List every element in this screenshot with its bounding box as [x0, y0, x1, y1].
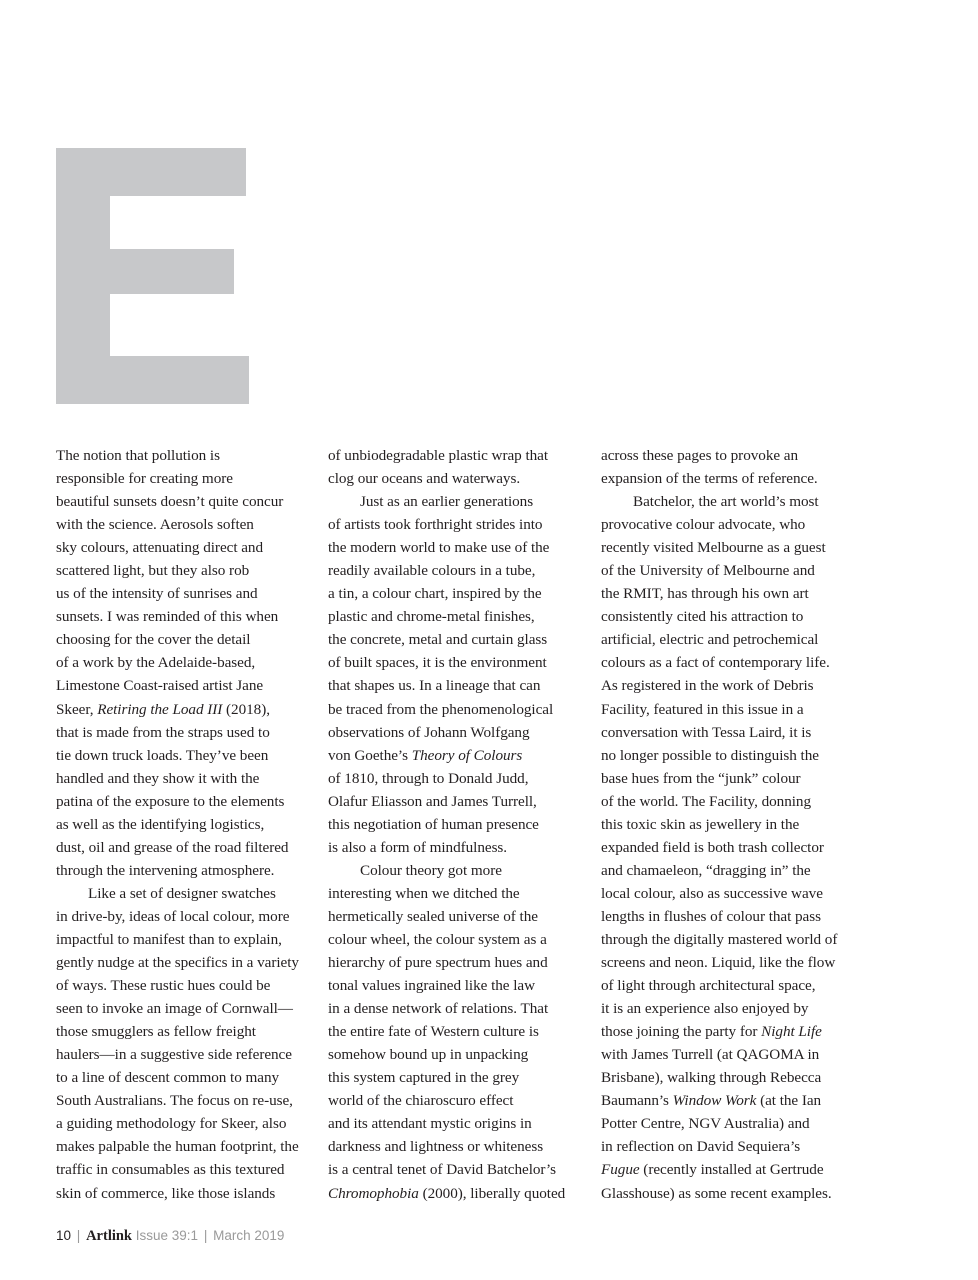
- text-run: Glasshouse) as some recent examples.: [601, 1184, 832, 1202]
- text-run: hermetically sealed universe of the: [328, 907, 538, 925]
- text-line: [56, 490, 318, 513]
- text-run: through the intervening atmosphere.: [56, 861, 275, 879]
- text-run: of unbiodegradable plastic wrap that: [328, 447, 549, 464]
- text-run: of artists took forthright strides into: [328, 516, 543, 534]
- text-run: beautiful sunsets doesn’t quite concur: [56, 493, 284, 511]
- text-run: sunsets. I was reminded of this when: [56, 608, 279, 626]
- text-line: [56, 744, 318, 767]
- text-line: [328, 536, 590, 559]
- text-line: [328, 813, 590, 836]
- text-run: consistently cited his attraction to: [601, 608, 804, 626]
- text-run: expansion of the terms of reference.: [601, 470, 818, 488]
- text-line: [328, 1043, 590, 1066]
- italic-title: Retiring the Load III: [97, 700, 223, 718]
- text-line: [56, 997, 318, 1020]
- text-run: clog our oceans and waterways.: [328, 470, 521, 488]
- text-run: haulers—in a suggestive side reference: [56, 1046, 292, 1064]
- text-line: [601, 513, 881, 536]
- text-line: [601, 790, 881, 813]
- text-run: be traced from the phenomenological: [328, 700, 554, 718]
- text-line: [601, 559, 881, 582]
- text-line: [328, 1112, 590, 1135]
- text-line: [56, 859, 318, 882]
- text-column-1: [56, 444, 318, 1205]
- text-line: [56, 882, 318, 905]
- text-run: with the science. Aerosols soften: [56, 516, 254, 534]
- text-line: [601, 490, 881, 513]
- text-line: [56, 813, 318, 836]
- text-line: [56, 905, 318, 928]
- text-line: [328, 767, 590, 790]
- text-line: [328, 1020, 590, 1043]
- text-run: the concrete, metal and curtain glass: [328, 631, 548, 649]
- text-run: lengths in flushes of colour that pass: [601, 907, 821, 925]
- text-run: no longer possible to distinguish the: [601, 746, 819, 764]
- text-line: [328, 444, 590, 467]
- text-line: [328, 559, 590, 582]
- text-line: [56, 1020, 318, 1043]
- text-run: across these pages to provoke an: [601, 447, 799, 464]
- text-run: of built spaces, it is the environment: [328, 654, 547, 672]
- text-run: as well as the identifying logistics,: [56, 815, 265, 833]
- text-line: [328, 836, 590, 859]
- text-run: Skeer,: [56, 700, 98, 718]
- text-run: impactful to manifest than to explain,: [56, 930, 282, 948]
- text-run: in a dense network of relations. That: [328, 1000, 549, 1018]
- text-run: a guiding methodology for Skeer, also: [56, 1115, 287, 1133]
- text-run: Facility, featured in this issue in a: [601, 700, 804, 718]
- text-run: conversation with Tessa Laird, it is: [601, 723, 812, 741]
- text-run: provocative colour advocate, who: [601, 516, 806, 534]
- text-line: [56, 674, 318, 697]
- italic-title: Night Life: [761, 1023, 822, 1041]
- text-line: [328, 628, 590, 651]
- text-run: a tin, a colour chart, inspired by the: [328, 585, 542, 603]
- text-run: (recently installed at Gertrude: [639, 1161, 824, 1179]
- italic-title: Theory of Colours: [411, 746, 523, 764]
- text-run: hierarchy of pure spectrum hues and: [328, 954, 548, 972]
- text-line: [56, 836, 318, 859]
- text-line: [601, 744, 881, 767]
- text-line: [328, 974, 590, 997]
- text-run: responsible for creating more: [56, 470, 233, 488]
- text-line: [601, 997, 881, 1020]
- text-line: [601, 467, 881, 490]
- text-line: [56, 1135, 318, 1158]
- text-line: [328, 1089, 590, 1112]
- text-line: [601, 1182, 881, 1205]
- text-line: [601, 698, 881, 721]
- publication-name: Artlink: [86, 1228, 132, 1244]
- drop-cap-e-shape: [56, 148, 249, 404]
- text-run: and its attendant mystic origins in: [328, 1115, 532, 1133]
- text-run: patina of the exposure to the elements: [56, 792, 285, 810]
- text-line: [56, 559, 318, 582]
- text-line: [56, 1112, 318, 1135]
- text-line: [601, 951, 881, 974]
- text-run: choosing for the cover the detail: [56, 631, 251, 649]
- text-line: [328, 859, 590, 882]
- text-line: [601, 859, 881, 882]
- text-line: [601, 721, 881, 744]
- text-run: Baumann’s: [601, 1092, 673, 1110]
- text-run: Colour theory got more: [360, 861, 502, 879]
- text-run: (2000), liberally quoted: [418, 1184, 566, 1202]
- text-run: (at the Ian: [756, 1092, 822, 1110]
- text-line: [328, 651, 590, 674]
- text-line: [328, 744, 590, 767]
- text-run: Potter Centre, NGV Australia) and: [601, 1115, 810, 1133]
- text-line: [328, 513, 590, 536]
- text-run: that is made from the straps used to: [56, 723, 270, 741]
- text-run: darkness and lightness or whiteness: [328, 1138, 544, 1156]
- text-line: [328, 790, 590, 813]
- text-line: [601, 836, 881, 859]
- text-run: the entire fate of Western culture is: [328, 1023, 539, 1041]
- text-line: [56, 467, 318, 490]
- text-line: [601, 582, 881, 605]
- text-run: the modern world to make use of the: [328, 539, 550, 557]
- text-line: [601, 1089, 881, 1112]
- text-line: [56, 698, 318, 721]
- text-line: [56, 767, 318, 790]
- text-run: it is an experience also enjoyed by: [601, 1000, 809, 1018]
- page-number: 10: [56, 1228, 72, 1243]
- text-run: with James Turrell (at QAGOMA in: [601, 1046, 820, 1064]
- text-run: that shapes us. In a lineage that can: [328, 677, 541, 695]
- text-run: in reflection on David Sequiera’s: [601, 1138, 801, 1156]
- text-run: in drive-by, ideas of local colour, more: [56, 907, 290, 925]
- text-run: Brisbane), walking through Rebecca: [601, 1069, 822, 1087]
- text-run: Batchelor, the art world’s most: [633, 493, 819, 511]
- text-line: [56, 974, 318, 997]
- text-line: [56, 513, 318, 536]
- text-run: plastic and chrome-metal finishes,: [328, 608, 535, 626]
- page-footer: [56, 1228, 284, 1245]
- footer-separator: |: [76, 1228, 81, 1243]
- text-run: As registered in the work of Debris: [601, 677, 814, 695]
- text-run: The notion that pollution is: [56, 447, 220, 464]
- text-column-3: [601, 444, 881, 1205]
- text-line: [328, 582, 590, 605]
- text-line: [601, 1020, 881, 1043]
- text-line: [56, 444, 318, 467]
- text-run: the RMIT, has through his own art: [601, 585, 809, 603]
- text-line: [56, 721, 318, 744]
- text-line: [328, 1158, 590, 1181]
- text-line: [56, 605, 318, 628]
- text-line: [601, 444, 881, 467]
- italic-title: Fugue: [601, 1161, 640, 1179]
- text-run: of a work by the Adelaide-based,: [56, 654, 256, 672]
- text-line: [601, 628, 881, 651]
- text-run: scattered light, but they also rob: [56, 562, 250, 580]
- text-line: [328, 698, 590, 721]
- text-line: [601, 1043, 881, 1066]
- text-run: us of the intensity of sunrises and: [56, 585, 258, 603]
- footer-separator: |: [203, 1228, 208, 1243]
- text-run: skin of commerce, like those islands: [56, 1184, 276, 1202]
- text-line: [56, 628, 318, 651]
- text-line: [328, 997, 590, 1020]
- text-column-2: [328, 444, 590, 1205]
- text-run: and chamaeleon, “dragging in” the: [601, 861, 811, 879]
- text-line: [56, 1158, 318, 1181]
- text-run: interesting when we ditched the: [328, 884, 520, 902]
- text-line: [56, 1089, 318, 1112]
- text-run: (2018),: [222, 700, 270, 718]
- text-line: [601, 928, 881, 951]
- text-line: [328, 1182, 590, 1205]
- text-run: tie down truck loads. They’ve been: [56, 746, 269, 764]
- text-run: screens and neon. Liquid, like the flow: [601, 954, 836, 972]
- text-line: [328, 605, 590, 628]
- text-run: those joining the party for: [601, 1023, 762, 1041]
- text-run: recently visited Melbourne as a guest: [601, 539, 826, 557]
- text-run: Like a set of designer swatches: [88, 884, 276, 902]
- text-run: colours as a fact of contemporary life.: [601, 654, 830, 672]
- text-run: base hues from the “junk” colour: [601, 769, 801, 787]
- text-line: [601, 1112, 881, 1135]
- text-line: [328, 951, 590, 974]
- text-line: [601, 1066, 881, 1089]
- text-line: [601, 882, 881, 905]
- text-run: this negotiation of human presence: [328, 815, 539, 833]
- text-line: [328, 721, 590, 744]
- text-run: those smugglers as fellow freight: [56, 1023, 256, 1041]
- text-line: [56, 1043, 318, 1066]
- text-run: expanded field is both trash collector: [601, 838, 824, 856]
- text-run: through the digitally mastered world of: [601, 930, 838, 948]
- text-run: handled and they show it with the: [56, 769, 260, 787]
- text-line: [328, 1066, 590, 1089]
- text-line: [601, 767, 881, 790]
- text-line: [601, 1135, 881, 1158]
- text-run: readily available colours in a tube,: [328, 562, 536, 580]
- text-line: [601, 1158, 881, 1181]
- text-line: [56, 951, 318, 974]
- drop-cap-letter-e: [56, 148, 249, 404]
- text-line: [328, 928, 590, 951]
- italic-title: Window Work: [672, 1092, 757, 1110]
- text-line: [56, 1066, 318, 1089]
- text-run: Just as an earlier generations: [360, 493, 534, 511]
- text-run: local colour, also as successive wave: [601, 884, 823, 902]
- text-run: of ways. These rustic hues could be: [56, 977, 271, 995]
- text-line: [601, 905, 881, 928]
- text-run: traffic in consumables as this textured: [56, 1161, 285, 1179]
- text-run: gently nudge at the specifics in a variety: [56, 954, 299, 972]
- text-line: [601, 813, 881, 836]
- text-line: [601, 674, 881, 697]
- text-run: this system captured in the grey: [328, 1069, 520, 1087]
- text-line: [56, 582, 318, 605]
- text-run: somehow bound up in unpacking: [328, 1046, 529, 1064]
- text-line: [601, 651, 881, 674]
- text-run: sky colours, attenuating direct and: [56, 539, 264, 557]
- text-run: colour wheel, the colour system as a: [328, 930, 547, 948]
- text-line: [328, 905, 590, 928]
- text-run: artificial, electric and petrochemical: [601, 631, 819, 649]
- issue-date: March 2019: [213, 1228, 285, 1243]
- text-run: makes palpable the human footprint, the: [56, 1138, 299, 1156]
- text-line: [56, 536, 318, 559]
- text-line: [56, 1182, 318, 1205]
- text-run: dust, oil and grease of the road filtered: [56, 838, 289, 856]
- text-line: [328, 467, 590, 490]
- italic-title: Chromophobia: [328, 1184, 419, 1202]
- text-line: [56, 928, 318, 951]
- text-run: of 1810, through to Donald Judd,: [328, 769, 529, 787]
- text-line: [328, 882, 590, 905]
- text-line: [56, 790, 318, 813]
- text-run: observations of Johann Wolfgang: [328, 723, 530, 741]
- text-line: [328, 674, 590, 697]
- text-line: [601, 974, 881, 997]
- text-run: von Goethe’s: [328, 746, 412, 764]
- text-run: world of the chiaroscuro effect: [328, 1092, 514, 1110]
- text-run: of light through architectural space,: [601, 977, 816, 995]
- issue-label: Issue 39:1: [135, 1228, 199, 1243]
- text-line: [601, 536, 881, 559]
- text-run: of the world. The Facility, donning: [601, 792, 811, 810]
- text-line: [601, 605, 881, 628]
- text-run: of the University of Melbourne and: [601, 562, 815, 580]
- text-run: this toxic skin as jewellery in the: [601, 815, 800, 833]
- text-line: [56, 651, 318, 674]
- text-run: is a central tenet of David Batchelor’s: [328, 1161, 557, 1179]
- drop-cap-graphic: [56, 148, 249, 404]
- text-run: tonal values ingrained like the law: [328, 977, 536, 995]
- text-run: is also a form of mindfulness.: [328, 838, 508, 856]
- text-line: [328, 1135, 590, 1158]
- text-line: [328, 490, 590, 513]
- text-run: seen to invoke an image of Cornwall—: [56, 1000, 293, 1018]
- text-run: to a line of descent common to many: [56, 1069, 280, 1087]
- text-run: Limestone Coast-raised artist Jane: [56, 677, 264, 695]
- text-run: South Australians. The focus on re-use,: [56, 1092, 293, 1110]
- text-run: Olafur Eliasson and James Turrell,: [328, 792, 537, 810]
